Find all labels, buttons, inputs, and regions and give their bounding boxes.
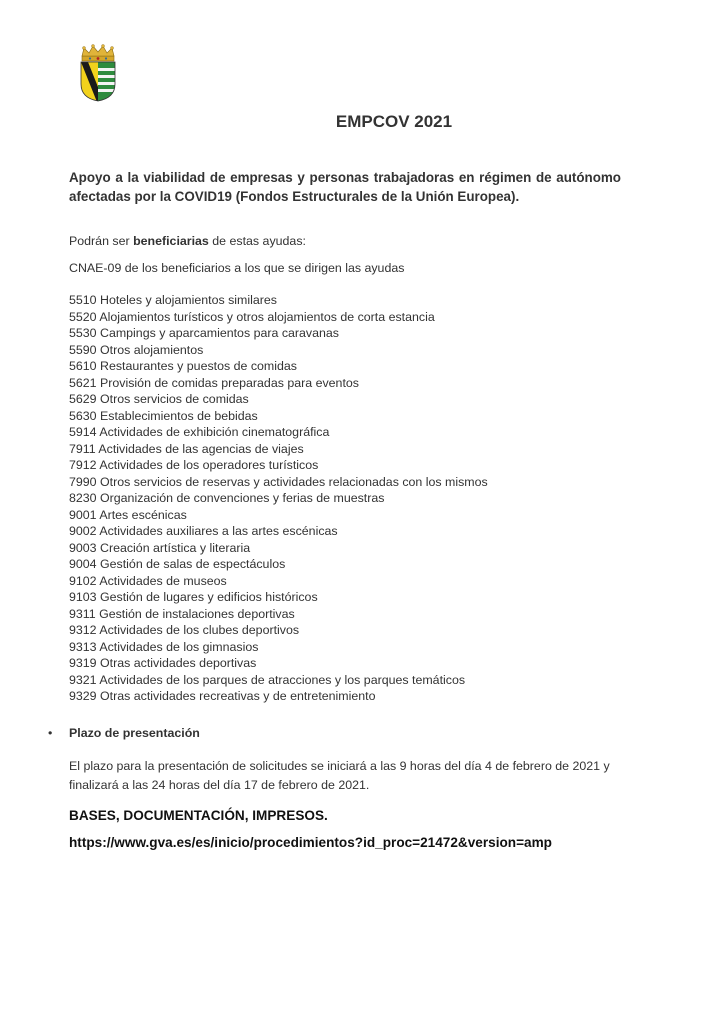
cnae-heading: CNAE-09 de los beneficiarios a los que se dirigen las ayudas [69,261,405,275]
page-title: EMPCOV 2021 [335,112,453,131]
coat-of-arms-icon [76,44,120,102]
list-item: 5530 Campings y aparcamientos para caravanas [69,326,339,340]
list-item: 9313 Actividades de los gimnasios [69,639,259,654]
list-item: 5510 Hoteles y alojamientos similares [69,293,277,307]
bullet-icon: • [48,726,53,740]
beneficiaries-bold: beneficiarias [133,234,209,248]
bases-heading: BASES, DOCUMENTACIÓN, IMPRESOS. [69,808,328,823]
list-item: 9319 Otras actividades deportivas [69,656,257,670]
list-item: 5520 Alojamientos turísticos y otros alojamientos de corta estancia [69,309,435,324]
deadline-paragraph: El plazo para la presentación de solicitudes se iniciará a las 9 horas del día 4 de febrero de 2021 y finalizará a las 24 horas del día 17 de febrero de 2021. [69,759,610,792]
list-item: 5590 Otros alojamientos [69,342,204,357]
deadline-heading-text: Plazo de presentación [69,726,200,740]
list-item: 5630 Establecimientos de bebidas [69,408,258,423]
list-item: 9002 Actividades auxiliares a las artes escénicas [69,524,338,538]
list-item: 9004 Gestión de salas de espectáculos [69,557,286,571]
list-item: 9003 Creación artística y literaria [69,540,251,555]
list-item: 9001 Artes escénicas [69,507,187,522]
list-item: 8230 Organización de convenciones y ferias de muestras [69,491,385,505]
deadline-heading [48,726,200,740]
cnae-list [69,292,488,705]
crown-icon [82,45,114,62]
procedure-link[interactable]: https://www.gva.es/es/inicio/procedimientos?id_proc=21472&version=amp [69,835,552,850]
list-item: 5914 Actividades de exhibición cinematográfica [69,425,330,439]
list-item: 7990 Otros servicios de reservas y actividades relacionadas con los mismos [69,474,488,489]
list-item: 5610 Restaurantes y puestos de comidas [69,359,297,373]
intro-paragraph: Apoyo a la viabilidad de empresas y personas trabajadoras en régimen de autónomo afectadas por la COVID19 (Fondos Estructurales de la Unión Europea). [69,170,621,204]
list-item: 9311 Gestión de instalaciones deportivas [69,606,295,621]
list-item: 5629 Otros servicios de comidas [69,392,249,406]
list-item: 9329 Otras actividades recreativas y de entretenimiento [69,689,376,703]
beneficiaries-suffix: de estas ayudas: [208,234,306,248]
list-item: 9312 Actividades de los clubes deportivos [69,623,300,637]
list-item: 7912 Actividades de los operadores turísticos [69,458,319,472]
list-item: 9103 Gestión de lugares y edificios históricos [69,590,318,604]
beneficiaries-prefix: Podrán ser [69,234,134,248]
list-item: 9321 Actividades de los parques de atracciones y los parques temáticos [69,672,466,687]
list-item: 7911 Actividades de las agencias de viajes [69,441,304,456]
beneficiaries-line [69,234,306,248]
list-item: 9102 Actividades de museos [69,573,227,588]
list-item: 5621 Provisión de comidas preparadas para eventos [69,375,359,390]
